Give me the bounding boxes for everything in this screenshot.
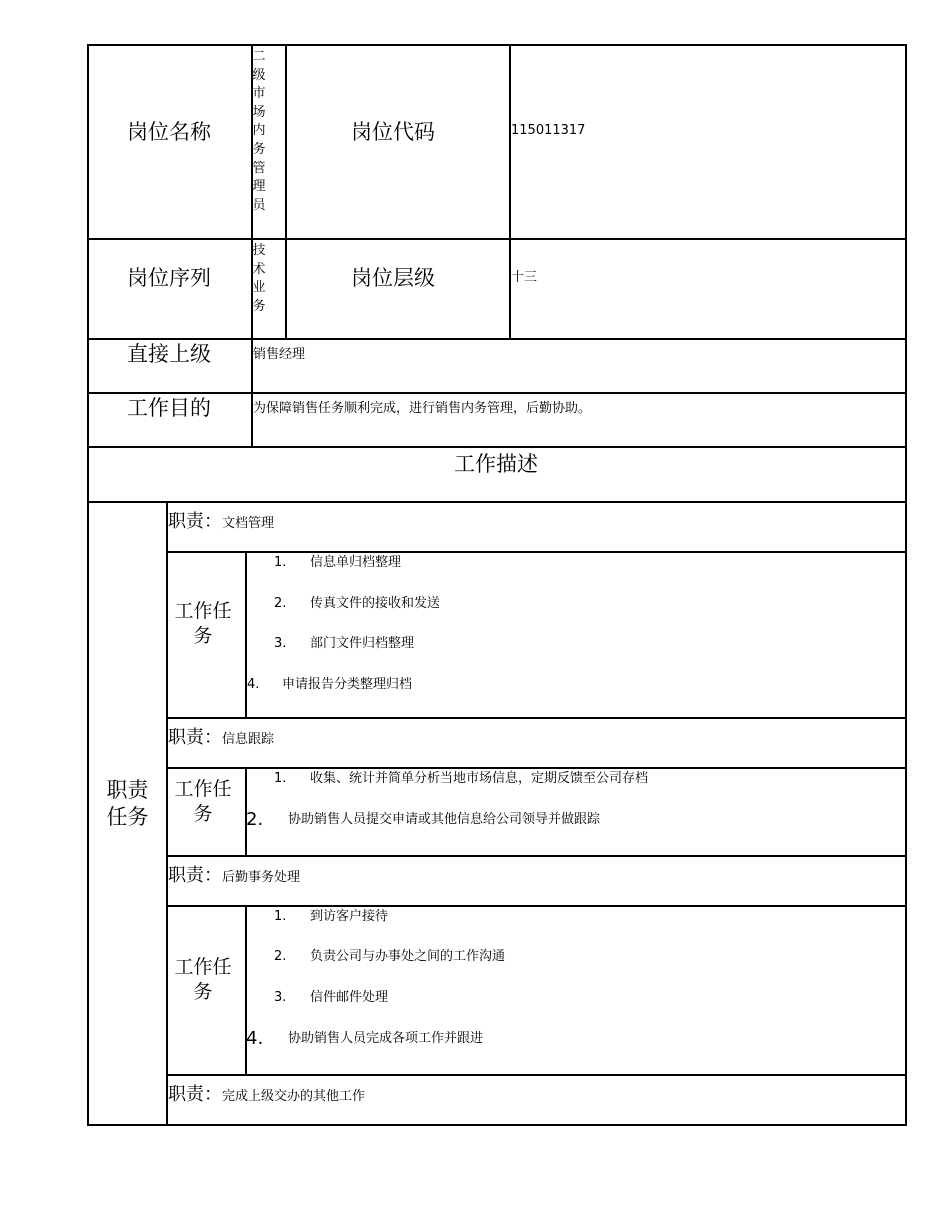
superior-label: 直接上级: [127, 342, 211, 366]
row-divider: [87, 446, 907, 448]
duties-label: 职责任务: [106, 778, 149, 829]
responsibility-name: 后勤事务处理: [222, 870, 301, 885]
row-divider: [87, 238, 907, 240]
superior-value: 销售经理: [253, 347, 306, 362]
responsibility-name: 完成上级交办的其他工作: [222, 1089, 366, 1104]
sequence-label: 岗位序列: [127, 266, 211, 290]
border-right: [905, 44, 907, 1126]
task-item: 2. 负责公司与办事处之间的工作沟通: [274, 949, 506, 964]
level-label: 岗位层级: [351, 266, 435, 290]
row-divider: [166, 1074, 907, 1076]
task-item: 1. 收集、统计并简单分析当地市场信息，定期反馈至公司存档: [274, 771, 649, 786]
border-left: [87, 44, 89, 1126]
col-divider: [245, 551, 247, 719]
responsibility-name: 文档管理: [222, 516, 275, 531]
task-item: 4. 协助销售人员完成各项工作并跟进: [246, 1028, 484, 1049]
col-divider: [285, 44, 287, 340]
task-item: 3. 部门文件归档整理: [274, 636, 415, 651]
purpose-label: 工作目的: [127, 396, 211, 420]
position-name-value: 二级市场内务管理员: [252, 49, 266, 213]
task-label: 工作任务: [174, 778, 232, 825]
row-divider: [87, 392, 907, 394]
responsibility-name: 信息跟踪: [222, 732, 275, 747]
row-divider: [166, 767, 907, 769]
col-divider: [245, 905, 247, 1076]
task-label: 工作任务: [174, 956, 232, 1003]
task-item: 3. 信件邮件处理: [274, 990, 389, 1005]
row-divider: [87, 501, 907, 503]
responsibility-label: 职责：: [168, 511, 222, 532]
row-divider: [166, 551, 907, 553]
purpose-value: 为保障销售任务顺利完成，进行销售内务管理，后勤协助。: [253, 401, 592, 416]
position-code-value: 115011317: [511, 123, 586, 138]
row-divider: [87, 338, 907, 340]
row-divider: [166, 717, 907, 719]
responsibility-label: 职责：: [168, 727, 222, 748]
task-item: 2. 协助销售人员提交申请或其他信息给公司领导并做跟踪: [246, 809, 601, 830]
responsibility-row: [168, 861, 300, 887]
sequence-value: 技术业务: [252, 243, 266, 314]
row-divider: [166, 905, 907, 907]
level-value: 十三: [511, 270, 538, 285]
position-name-label: 岗位名称: [127, 120, 211, 144]
responsibility-row: [168, 507, 274, 533]
border-bottom: [87, 1124, 907, 1126]
row-divider: [166, 855, 907, 857]
description-title: 工作描述: [454, 452, 538, 476]
responsibility-label: 职责：: [168, 1084, 222, 1105]
position-code-label: 岗位代码: [351, 120, 435, 144]
responsibility-label: 职责：: [168, 865, 222, 886]
col-divider: [509, 44, 511, 340]
task-item: 1. 到访客户接待: [274, 909, 389, 924]
responsibility-row: [168, 1080, 365, 1106]
task-label: 工作任务: [174, 600, 232, 647]
responsibility-row: [168, 723, 274, 749]
task-item: 2. 传真文件的接收和发送: [274, 596, 441, 611]
task-item: 1. 信息单归档整理: [274, 555, 402, 570]
task-item: 4. 申请报告分类整理归档: [247, 677, 413, 692]
border-top: [87, 44, 907, 46]
